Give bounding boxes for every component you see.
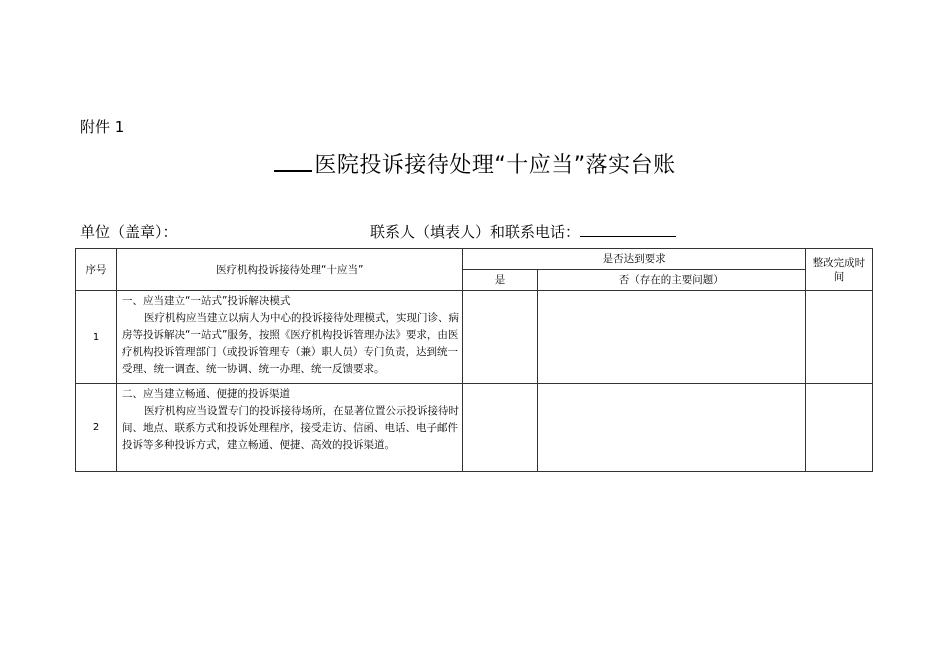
row-body: 医疗机构应当设置专门的投诉接待场所，在显著位置公示投诉接待时间、地点、联系方式和投诉处理程序，接受走访、信函、电话、电子邮件投诉等多种投诉方式，建立畅通、便捷、高效的投诉渠道。	[122, 405, 460, 451]
header-item: 医疗机构投诉接待处理“十应当”	[117, 249, 463, 291]
header-met-requirement: 是否达到要求	[463, 249, 805, 270]
row-number: 2	[76, 384, 117, 472]
contact-blank-line	[580, 222, 676, 237]
header-serial: 序号	[76, 249, 117, 291]
yes-cell[interactable]	[463, 291, 537, 384]
header-yes: 是	[463, 270, 537, 291]
hospital-name-blank	[274, 150, 312, 172]
row-heading: 二、应当建立畅通、便捷的投诉渠道	[122, 388, 291, 400]
row-content	[117, 291, 463, 384]
no-cell[interactable]	[537, 291, 805, 384]
completion-time-cell[interactable]	[805, 384, 872, 472]
header-completion-time: 整改完成时间	[805, 249, 872, 291]
header-no: 否（存在的主要问题）	[537, 270, 805, 291]
row-body: 医疗机构应当建立以病人为中心的投诉接待处理模式，实现门诊、病房等投诉解决“一站式”服务，按照《医疗机构投诉管理办法》要求，由医疗机构投诉管理部门（或投诉管理专（兼）职人员）专门负责，达到统一受理、统一调查、统一协调、统一办理、统一反馈要求。	[122, 312, 460, 375]
contact-field-label: 联系人（填表人）和联系电话：	[370, 223, 581, 241]
attachment-label: 附件 1	[80, 118, 125, 136]
contact-field	[370, 221, 676, 242]
completion-time-cell[interactable]	[805, 291, 872, 384]
table-row	[76, 384, 873, 472]
row-heading: 一、应当建立“一站式”投诉解决模式	[122, 295, 291, 307]
unit-field-label: 单位（盖章）：	[80, 223, 178, 241]
document-title	[0, 148, 950, 179]
document-title-text: 医院投诉接待处理“十应当”落实台账	[314, 153, 676, 178]
row-content	[117, 384, 463, 472]
row-number: 1	[76, 291, 117, 384]
table-row	[76, 291, 873, 384]
no-cell[interactable]	[537, 384, 805, 472]
yes-cell[interactable]	[463, 384, 537, 472]
ledger-table	[75, 248, 873, 472]
